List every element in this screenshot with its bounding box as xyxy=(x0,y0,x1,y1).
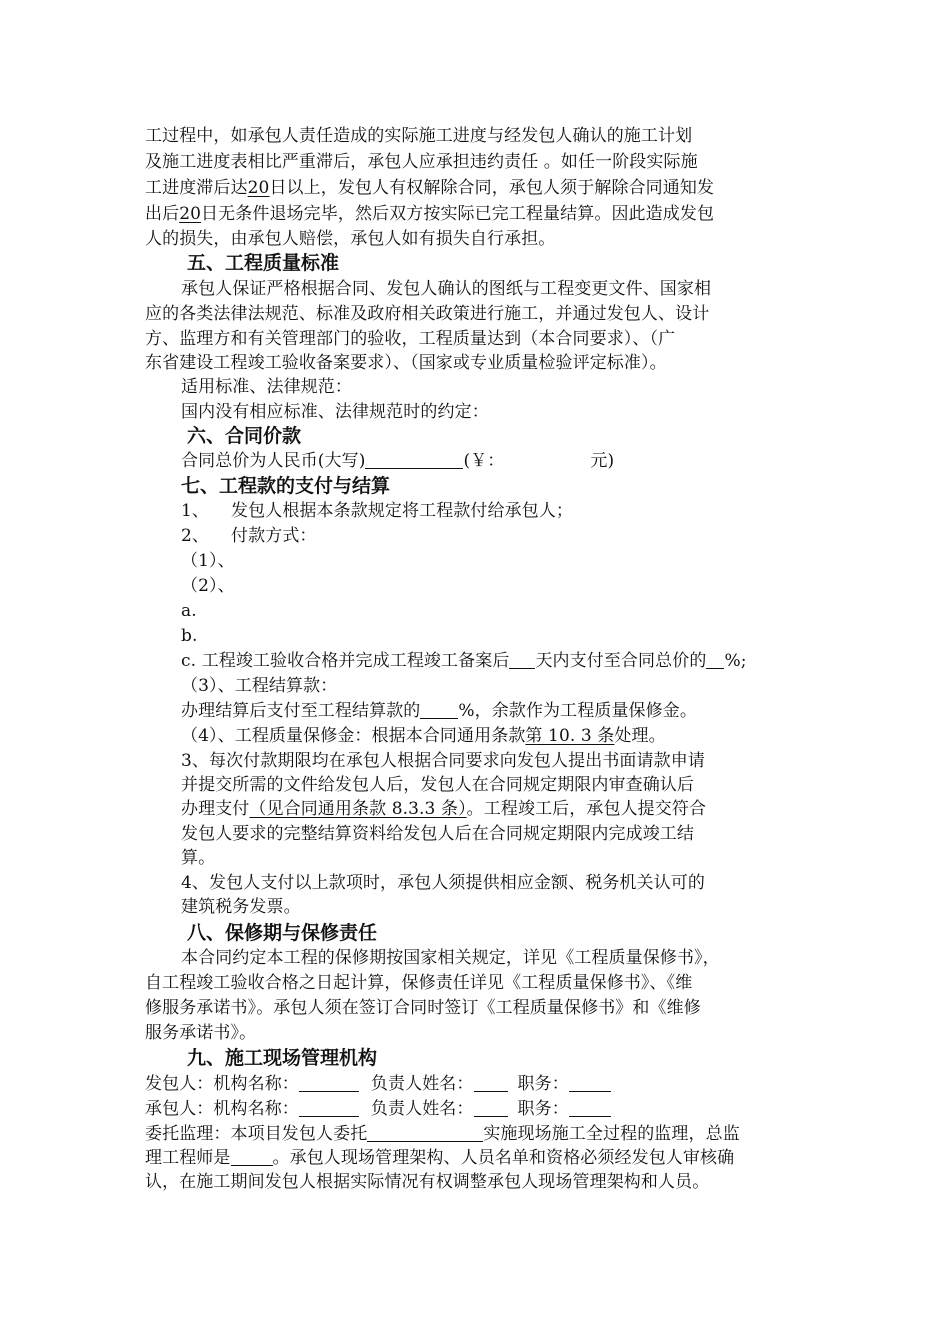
org-name-blank xyxy=(299,1073,359,1092)
days-blank xyxy=(509,650,535,669)
text-segment: 工进度滞后达 xyxy=(145,178,248,198)
engineer-blank xyxy=(231,1147,273,1166)
days-value: 20 xyxy=(247,178,270,198)
section-heading: 五、工程质量标准 xyxy=(187,252,340,274)
text-segment: 日无条件退场完毕，然后双方按实际已完工程量结算。因此造成发包 xyxy=(201,204,715,224)
clause-ref: （见合同通用条款 8.3.3 条） xyxy=(249,799,467,819)
text-line: 认，在施工期间发包人根据实际情况有权调整承包人现场管理架构和人员。 xyxy=(145,1172,710,1192)
text-segment: 承包人：机构名称： xyxy=(145,1099,299,1119)
text-line: 东省建设工程竣工验收备案要求）、（国家或专业质量检验评定标准）。 xyxy=(145,353,667,373)
text-segment: 天内支付至合同总价的 xyxy=(535,651,707,671)
text-segment: 负责人姓名： xyxy=(370,1099,474,1119)
supervisor-blank xyxy=(367,1123,483,1142)
text-line xyxy=(145,1097,611,1121)
text-line: 发包人要求的完整结算资料给发包人后在合同规定期限内完成竣工结 xyxy=(181,824,694,844)
text-segment: 职务： xyxy=(517,1099,569,1119)
text-segment: 办理结算后支付至工程结算款的 xyxy=(181,701,421,721)
text-line xyxy=(145,176,714,200)
position-blank xyxy=(569,1098,611,1117)
text-line: 修服务承诺书》。承包人须在签订合同时签订《工程质量保修书》和《维修 xyxy=(145,998,701,1018)
text-line: 1、 发包人根据本条款规定将工程款付给承包人； xyxy=(181,501,574,521)
text-line: 及施工进度表相比严重滞后，承包人应承担违约责任 。如任一阶段实际施 xyxy=(145,152,698,172)
text-line: 3、每次付款期限均在承包人根据合同要求向发包人提出书面请款申请 xyxy=(181,751,705,771)
text-line xyxy=(145,1146,734,1170)
text-line: 自工程竣工验收合格之日起计算，保修责任详见《工程质量保修书》、《维 xyxy=(145,973,693,993)
contract-price-line xyxy=(181,449,614,473)
text-line: 适用标准、法律规范： xyxy=(181,377,352,397)
position-blank xyxy=(569,1073,611,1092)
text-line: b. xyxy=(181,626,198,646)
text-line: （2）、 xyxy=(181,576,235,596)
text-line: 人的损失，由承包人赔偿，承包人如有损失自行承担。 xyxy=(145,229,556,249)
text-line: 算。 xyxy=(181,848,216,868)
percent-blank xyxy=(420,700,458,719)
text-line xyxy=(181,699,697,723)
text-segment: 。工程竣工后，承包人提交符合 xyxy=(466,799,707,819)
text-line: （3）、工程结算款： xyxy=(181,676,338,696)
person-name-blank xyxy=(474,1073,508,1092)
text-line: 方、监理方和有关管理部门的验收，工程质量达到（本合同要求）、（广 xyxy=(145,329,676,349)
person-name-blank xyxy=(474,1098,508,1117)
days-value: 20 xyxy=(179,204,202,224)
text-line: 服务承诺书》。 xyxy=(145,1023,257,1043)
text-segment: 处理。 xyxy=(614,726,666,746)
text-line xyxy=(145,1072,611,1096)
text-segment: 实施现场施工全过程的监理，总监 xyxy=(483,1124,740,1144)
text-segment: 合同总价为人民币(大写) xyxy=(181,451,366,471)
text-line: 并提交所需的文件给发包人后，发包人在合同规定期限内审查确认后 xyxy=(181,775,694,795)
text-line: 工过程中，如承包人责任造成的实际施工进度与经发包人确认的施工计划 xyxy=(145,126,693,146)
price-blank xyxy=(365,450,463,469)
text-line: 应的各类法律法规范、标准及政府相关政策进行施工，并通过发包人、设计 xyxy=(145,304,710,324)
text-segment: (￥： xyxy=(463,451,505,471)
text-segment: 发包人：机构名称： xyxy=(145,1074,299,1094)
text-line: 本合同约定本工程的保修期按国家相关规定，详见《工程质量保修书》， xyxy=(181,948,720,968)
section-heading: 八、保修期与保修责任 xyxy=(187,922,378,944)
text-line: a. xyxy=(181,601,197,621)
text-line xyxy=(145,1122,740,1146)
section-heading: 九、施工现场管理机构 xyxy=(187,1047,378,1069)
section-heading: 六、合同价款 xyxy=(187,425,302,447)
text-segment: 负责人姓名： xyxy=(370,1074,474,1094)
text-line xyxy=(181,797,706,821)
text-line: 2、 付款方式： xyxy=(181,526,317,546)
text-segment: 出后 xyxy=(145,204,180,224)
text-segment: 办理支付 xyxy=(181,799,250,819)
text-line xyxy=(145,202,714,226)
text-line: 建筑税务发票。 xyxy=(181,897,301,917)
text-line: （1）、 xyxy=(181,551,235,571)
text-line xyxy=(181,649,747,673)
text-line xyxy=(181,724,666,748)
text-line: 承包人保证严格根据合同、发包人确认的图纸与工程变更文件、国家相 xyxy=(181,279,712,299)
percent-blank xyxy=(706,650,724,669)
text-segment: c. 工程竣工验收合格并完成工程竣工备案后 xyxy=(181,651,510,671)
text-segment: %，余款作为工程质量保修金。 xyxy=(458,701,697,721)
text-segment: 理工程师是 xyxy=(145,1148,231,1168)
text-segment: 日以上，发包人有权解除合同，承包人须于解除合同通知发 xyxy=(269,178,715,198)
text-segment: 职务： xyxy=(517,1074,569,1094)
clause-ref: 第 10. 3 条 xyxy=(525,726,615,746)
text-line: 4、发包人支付以上款项时，承包人须提供相应金额、税务机关认可的 xyxy=(181,873,705,893)
section-heading: 七、工程款的支付与结算 xyxy=(181,475,391,497)
text-segment: 委托监理：本项目发包人委托 xyxy=(145,1124,368,1144)
text-segment: 元) xyxy=(590,451,615,471)
org-name-blank xyxy=(299,1098,359,1117)
text-segment: %; xyxy=(724,651,747,671)
text-segment: 。承包人现场管理架构、人员名单和资格必须经发包人审核确 xyxy=(272,1148,735,1168)
text-line: 国内没有相应标准、法律规范时的约定： xyxy=(181,402,489,422)
text-segment: （4）、工程质量保修金：根据本合同通用条款 xyxy=(181,726,526,746)
